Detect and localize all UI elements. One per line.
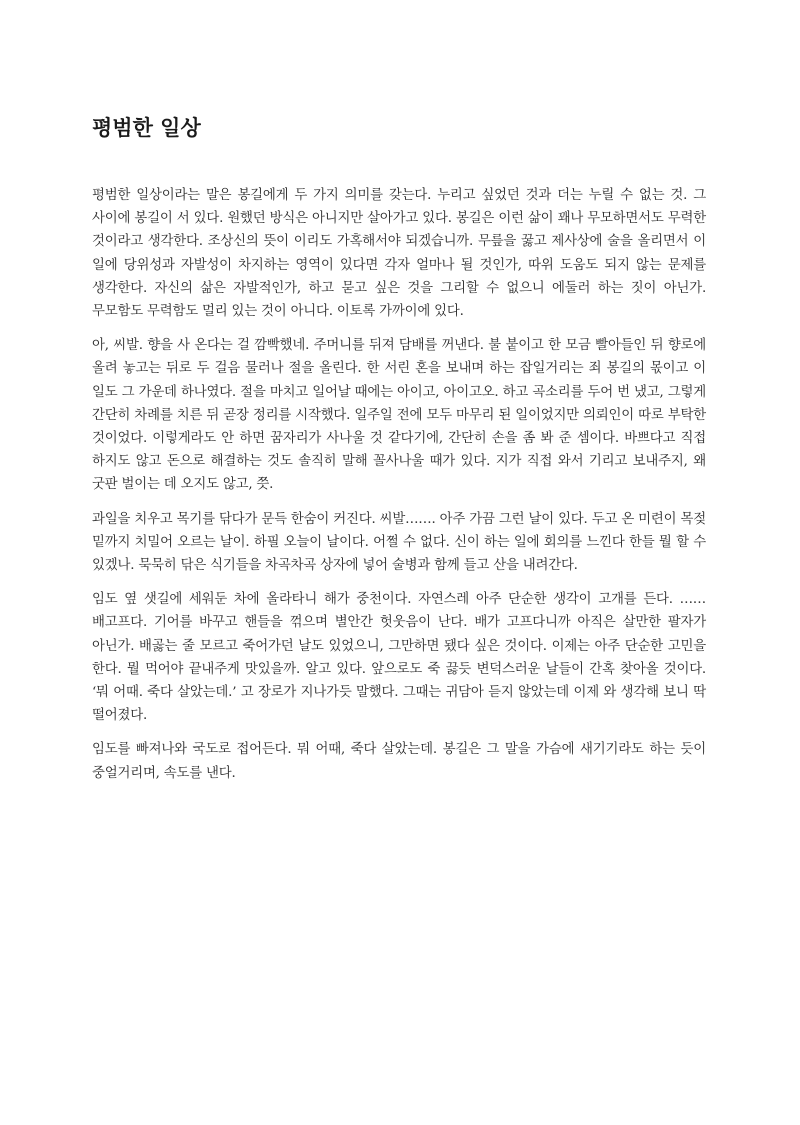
paragraph: 아, 씨발. 향을 사 온다는 걸 깜빡했네. 주머니를 뒤져 담배를 꺼낸다. 불 붙이고 한 모금 빨아들인 뒤 향로에 올려 놓고는 뒤로 두 걸음 물러나 절을 올린다. 한 서린 혼을 보내며 하는 잡일거리는 죄 봉길의 몫이고 이 일도 그 가운데 하나였다. 절을 마치고 일어날 때에는 아이고, 아이고오. 하고 곡소리를 두어 번 냈고, 그렇게 간단히 차례를 치른 뒤 곧장 정리를 시작했다. 일주일 전에 모두 마무리 된 일이었지만 의뢰인이 따로 부탁한 것이었다. 이렇게라도 안 하면 꿈자리가 사나울 것 같다기에, 간단히 손을 좀 봐 준 셈이다. 바쁘다고 직접 하지도 않고 돈으로 해결하는 것도 솔직히 말해 꼴사나울 때가 있다. 지가 직접 와서 기리고 보내주지, 왜 굿판 벌이는 데 오지도 않고, 쯧. xyxy=(92,338,706,493)
paragraph: 임도를 빠져나와 국도로 접어든다. 뭐 어때, 죽다 살았는데. 봉길은 그 말을 가슴에 새기기라도 하는 듯이 중얼거리며, 속도를 낸다. xyxy=(92,742,706,781)
paragraph: 과일을 치우고 목기를 닦다가 문득 한숨이 커진다. 씨발……. 아주 가끔 그런 날이 있다. 두고 온 미련이 목젖 밑까지 치밀어 오르는 날이. 하필 오늘이 날이다. 어쩔 수 없다. 신이 하는 일에 회의를 느낀다 한들 뭘 할 수 있겠나. 묵묵히 닦은 식기들을 차곡차곡 상자에 넣어 술병과 함께 들고 산을 내려간다. xyxy=(92,511,706,574)
paragraph: 임도 옆 샛길에 세워둔 차에 올라타니 해가 중천이다. 자연스레 아주 단순한 생각이 고개를 든다. ……배고프다. 기어를 바꾸고 핸들을 꺾으며 별안간 헛웃음이 난다. 배가 고프다니까 아직은 살만한 팔자가 아닌가. 배곯는 줄 모르고 죽어가던 날도 있었으니, 그만하면 됐다 싶은 것이다. 이제는 아주 단순한 고민을 한다. 뭘 먹어야 끝내주게 맛있을까. 알고 있다. 앞으로도 죽 끓듯 변덕스러운 날들이 간혹 찾아올 것이다. ‘뭐 어때. 죽다 살았는데.’ 고 장로가 지나가듯 말했다. 그때는 귀담아 듣지 않았는데 이제 와 생각해 보니 딱 떨어졌다. xyxy=(92,592,706,724)
paragraph: 평범한 일상이라는 말은 봉길에게 두 가지 의미를 갖는다. 누리고 싶었던 것과 더는 누릴 수 없는 것. 그 사이에 봉길이 서 있다. 원했던 방식은 아니지만 살아가고 있다. 봉길은 이런 삶이 꽤나 무모하면서도 무력한 것이라고 생각한다. 조상신의 뜻이 이리도 가혹해서야 되겠습니까. 무릎을 꿇고 제사상에 술을 올리면서 이 일에 당위성과 자발성이 차지하는 영역이 있다면 각자 얼마나 될 것인가, 따위 도움도 되지 않는 문제를 생각한다. 자신의 삶은 자발적인가, 하고 묻고 싶은 것을 그리할 수 없으니 에둘러 하는 짓이 아닌가. 무모함도 무력함도 멀리 있는 것이 아니다. 이토록 가까이에 있다. xyxy=(92,188,706,320)
document-title: 평범한 일상 xyxy=(92,115,201,140)
document-page xyxy=(92,112,706,796)
document-body xyxy=(92,184,706,785)
